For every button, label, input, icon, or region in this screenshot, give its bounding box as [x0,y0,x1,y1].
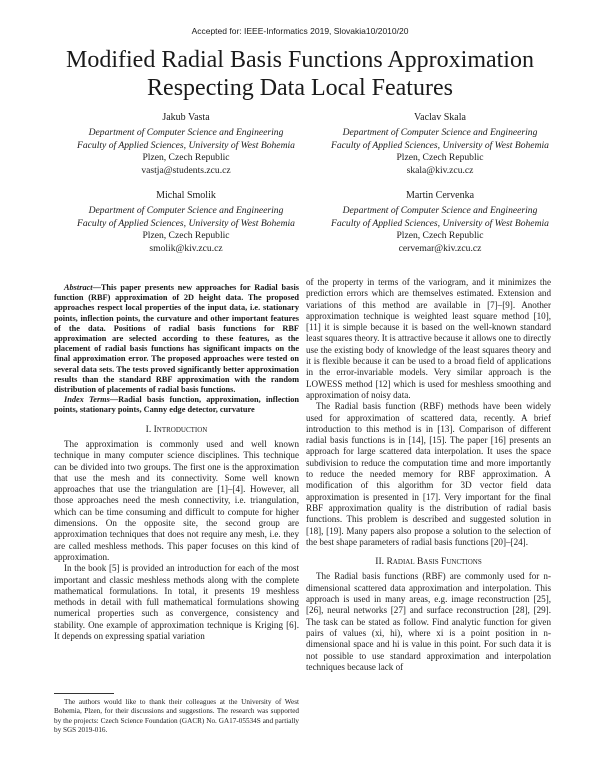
paragraph: of the property in terms of the variogram, and it minimizes the prediction errors which are themselves estimated. Extension and variations of this method are available in [7]–[9]. Another approximation technique is weighted least square method [10], [11] it is simple because it is based on the well-known standard least squares theory. It is attractive because it allows one to directly use the existing body of knowledge of the least squares theory and it is flexible because it can be used to a broad field of applications in the error-invariable models. Very similar approach is the LOWESS method [12] which is used for meshless smoothing and approximation of noisy data. [306,277,551,400]
index-terms-label: Index Terms [64,395,110,405]
author-faculty: Faculty of Applied Sciences, University of West Bohemia [331,217,549,229]
conference-header: Accepted for: IEEE-Informatics 2019, Slovakia10/2010/20 [191,26,409,36]
author-email: vastja@students.zcu.cz [141,164,231,176]
section-heading-introduction: I. Introduction [145,423,208,435]
paper-title [40,46,560,102]
author-faculty: Faculty of Applied Sciences, University of West Bohemia [77,139,295,151]
author-block-1 [56,112,316,177]
author-block-4 [310,190,570,255]
author-department: Department of Computer Science and Engineering [342,127,538,139]
author-name: Martin Cervenka [405,190,475,201]
author-department: Department of Computer Science and Engineering [342,205,538,217]
author-name: Jakub Vasta [162,112,210,123]
author-department: Department of Computer Science and Engineering [88,205,284,217]
author-department: Department of Computer Science and Engineering [88,127,284,139]
footnote: The authors would like to thank their colleagues at the University of West Bohemia, Plzen, for their discussions and suggestions. The research was supported by the projects: Czech Science Foundation (GACR) No. GA17-05534S and partially by SGS 2019-016. [54,698,299,734]
footnote-rule [54,693,114,694]
author-city: Plzen, Czech Republic [396,230,484,242]
paragraph: The approximation is commonly used and well known technique in many computer science disciplines. This technique can be divided into two groups. The first one is the approximation that use the mesh and its connectivity. Some well known approaches that use the triangulation are [1]–[4]. However, all those approaches need the mesh connectivity, i.e. triangulation, which can be time consuming and difficult to compute for higher dimensions. On the opposite site, the second group are approximation techniques that does not require any mesh, i.e. they are called meshless methods. This paper focuses on this kind of approximation. [54,438,299,562]
author-city: Plzen, Czech Republic [396,152,484,164]
abstract-text: —This paper presents new approaches for Radial basis function (RBF) approximation of 2D height data. The proposed approaches respect local properties of the input data, i.e. stationary points, inflection points, the curvature and other important features of the data. Positions of radial basis functions for RBF approximation are selected according to these features, as the placement of radial basis functions has significant impacts on the final approximation error. The proposed approaches were tested on several data sets. The tests proved significantly better approximation results than the standard RBF approximation with the random distribution of placements of radial basis functions. [54,283,299,395]
index-terms [54,395,299,415]
author-name: Michal Smolik [156,190,216,201]
author-faculty: Faculty of Applied Sciences, University of West Bohemia [331,139,549,151]
author-block-2 [310,112,570,177]
author-email: smolik@kiv.zcu.cz [149,242,223,254]
author-city: Plzen, Czech Republic [142,152,230,164]
author-faculty: Faculty of Applied Sciences, University of West Bohemia [77,217,295,229]
author-name: Vaclav Skala [414,112,466,123]
section-heading-rbf: II. Radial Basis Functions [375,556,482,568]
paragraph: The Radial basis function (RBF) methods have been widely used for approximation of scattered data, recently. A brief introduction to this method is in [13]. Comparison of different radial basis functions is in [14], [15]. The paper [16] presents an approach for large scattered data interpolation. It uses the space subdivision to reduce the computation time and more importantly to reduce the needed memory for RBF approximation. A modification of this algorithm for 3D vector field data approximation is presented in [17]. Very important for the final RBF approximation quality is the distribution of radial basis functions. This problem is described and suggested solution in [18], [19]. Many papers also propose a solution to the selection of the best shape parameters of radial basis functions [20]–[24]. [306,401,551,547]
author-email: skala@kiv.zcu.cz [406,164,474,176]
index-terms-text: —Radial basis function, approximation, inflection points, stationary points, Canny edge detector, curvature [54,395,300,415]
paragraph: In the book [5] is provided an introduction for each of the most important and classic meshless methods along with the complete mathematical formulations. In total, it presents 19 meshless methods in detail with full mathematical formulations showing numerical properties such as convergence, consistency and stability. One example of approximation technique is Kriging [6]. It depends on expressing spatial variation [54,563,299,641]
author-block-3 [56,190,316,255]
author-email: cervemar@kiv.zcu.cz [398,242,482,254]
title-line-2: Respecting Data Local Features [147,75,453,101]
right-column [306,277,551,673]
left-column [54,283,299,642]
author-city: Plzen, Czech Republic [142,230,230,242]
title-line-1: Modified Radial Basis Functions Approximation [66,47,534,73]
abstract [54,283,299,395]
abstract-label: Abstract [64,283,93,292]
paragraph: The Radial basis functions (RBF) are commonly used for n-dimensional scattered data approximation and interpolation. This approach is used in many areas, e.g. image reconstruction [25], [26], neural networks [27] and surface reconstruction [28], [29]. The task can be stated as follow. Find analytic function for given pairs of values (xi, hi), where xi is a point position in n-dimensional space and hi is value in this point. For such data it is not possible to use standard approximation and interpolation techniques because lack of [306,571,551,672]
